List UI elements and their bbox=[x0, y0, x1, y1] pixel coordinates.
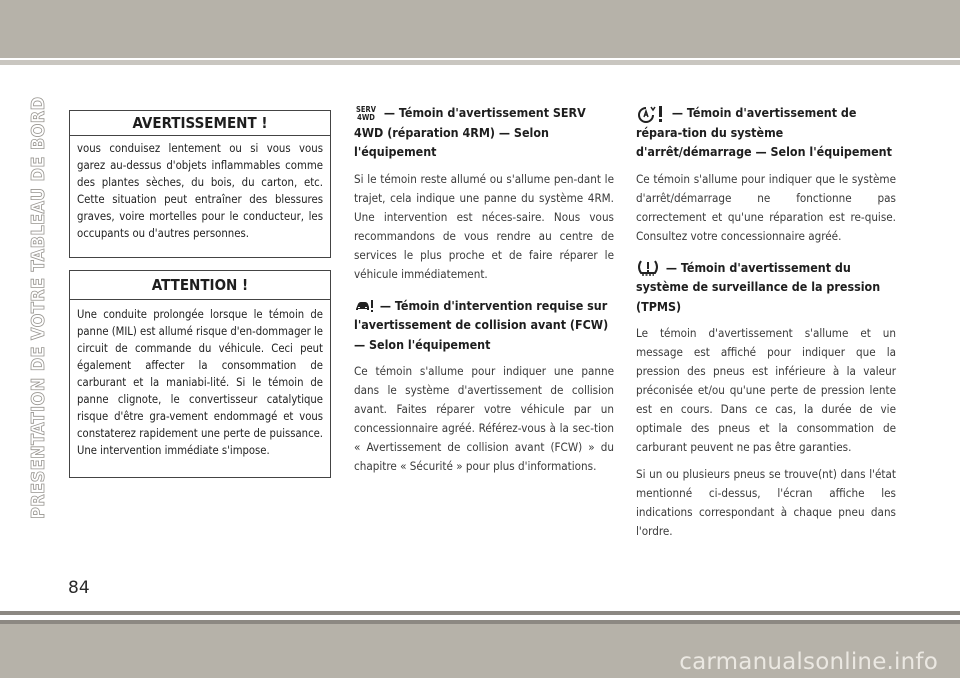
footer-rule bbox=[0, 611, 960, 615]
section-heading-serv-4wd: SERV 4WD — Témoin d'avertissement SERV 4WD (réparation 4RM) — Selon l'équipement bbox=[354, 105, 586, 159]
warning-box-text: vous conduisez lentement ou si vous vous garez au-dessus d'objets inflammables comme des plantes sèches, du bois, du carton, etc. Cette situation peut entraîner des blessures graves, voire mortelles pour le conducteur, les occupants ou d'autres personnes. bbox=[77, 142, 323, 240]
warning-box-title: AVERTISSEMENT ! bbox=[70, 111, 330, 136]
watermark: carmanualsonline.info bbox=[679, 649, 938, 675]
section-heading-stop-start: — Témoin d'avertissement de répara-tion du système d'arrêt/démarrage — Selon l'équipement bbox=[636, 105, 892, 159]
stop-start-warning-icon bbox=[636, 105, 666, 123]
warning-box bbox=[69, 110, 331, 258]
section-heading-fcw: — Témoin d'intervention requise sur l'avertissement de collision avant (FCW) — Selon l'équipement bbox=[354, 297, 609, 352]
section-paragraph: Ce témoin s'allume pour indiquer une panne dans le système d'avertissement de collision avant. Faites réparer votre véhicule par un concessionnaire agréé. Référez-vous à la sec-tion « Avertissement de collision avant (FCW) » du chapitre « Sécurité » pour plus d'informations. bbox=[354, 364, 614, 473]
right-column bbox=[636, 103, 896, 549]
section-paragraph: Le témoin d'avertissement s'allume et un message est affiché pour indiquer que la pression des pneus est inférieure à la valeur préconisée et/ou qu'une perte de pression lente est en cours. Dans ce cas, la durée de vie optimale des pneus et la consommation de carburant peuvent ne pas être garanties. bbox=[636, 326, 896, 454]
section-heading-tpms: — Témoin d'avertissement du système de surveillance de la pression (TPMS) bbox=[636, 259, 881, 314]
forward-collision-warning-icon bbox=[354, 299, 374, 313]
caution-box-text: Une conduite prolongée lorsque le témoin de panne (MIL) est allumé risque d'en-dommager le circuit de commande du véhicule. Ceci peut également affecter la consommation de carburant et la maniabi-lité. Si le témoin de panne clignote, le convertisseur catalytique risque d'être gra-vement endommagé et vous constaterez rapidement une perte de puissance. Une intervention immédiate s'impose. bbox=[77, 308, 323, 457]
page-number: 84 bbox=[68, 578, 90, 598]
header-band bbox=[0, 0, 960, 58]
tire-pressure-warning-icon bbox=[636, 259, 660, 277]
caution-box-title: ATTENTION ! bbox=[70, 271, 330, 300]
middle-column bbox=[354, 103, 614, 484]
header-rule bbox=[0, 60, 960, 65]
section-paragraph: Si un ou plusieurs pneus se trouve(nt) dans l'état mentionné ci-dessus, l'écran affiche les indications correspondant à chaque pneu dans l'ordre. bbox=[636, 467, 896, 538]
chapter-title-vertical: PRESENTATION DE VOTRE TABLEAU DE BORD bbox=[28, 96, 49, 519]
section-paragraph: Ce témoin s'allume pour indiquer que le système d'arrêt/démarrage ne fonctionne pas correctement et qu'une réparation est re-quise. Consultez votre concessionnaire agréé. bbox=[636, 171, 896, 243]
caution-box bbox=[69, 270, 331, 478]
serv-4wd-icon: SERV 4WD bbox=[356, 105, 376, 122]
section-paragraph: Si le témoin reste allumé ou s'allume pen-dant le trajet, cela indique une panne du système 4RM. Une intervention est néces-saire. Nous vous recommandons de vous rendre au centre de services le plus proche et de faire réparer le véhicule immédiatement. bbox=[354, 171, 614, 281]
